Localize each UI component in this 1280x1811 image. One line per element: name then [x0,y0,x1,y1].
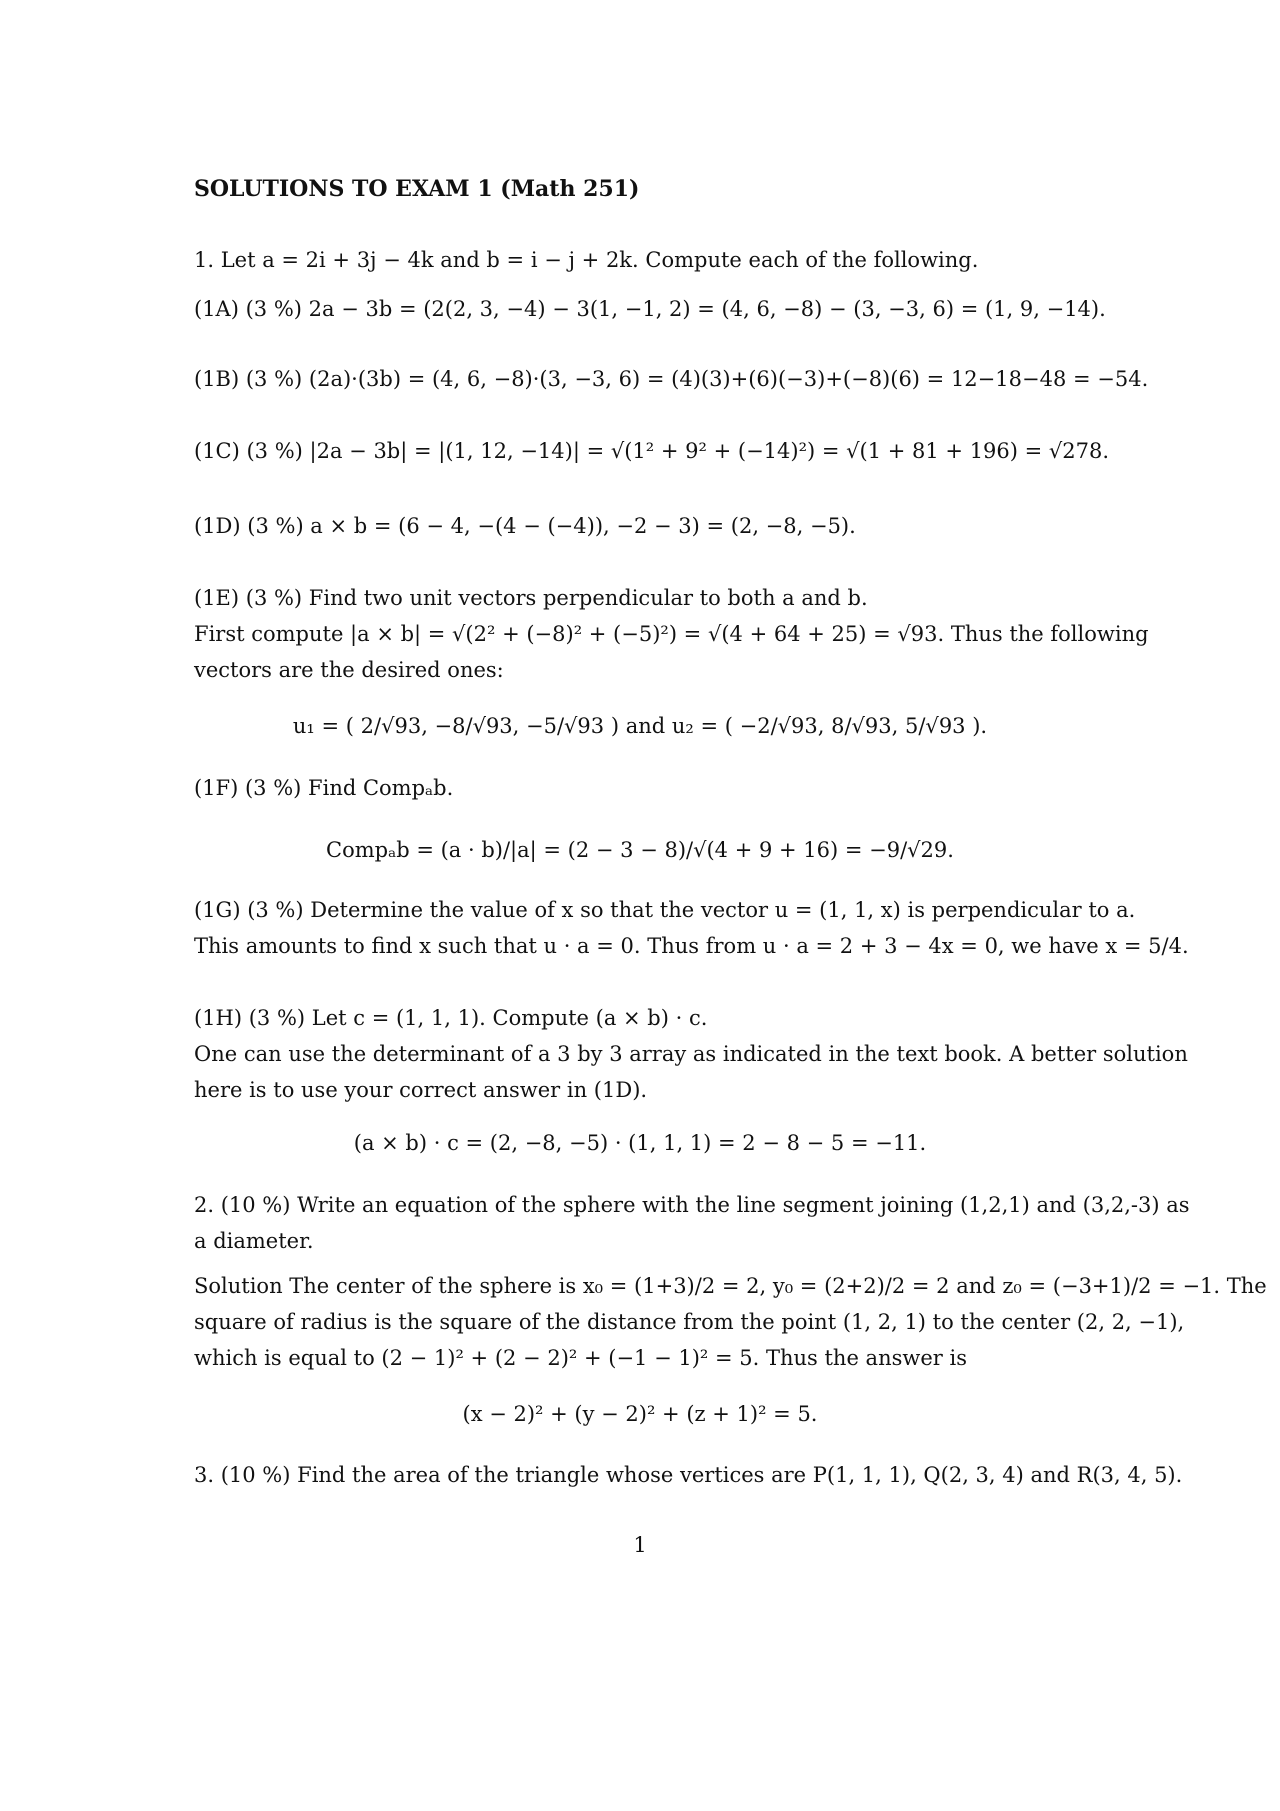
problem-1-statement: 1. Let a = 2i + 3j − 4k and b = i − j + 2k. Compute each of the following. [194,248,979,272]
solution-1e-line-1: First compute |a × b| = √(2² + (−8)² + (−5)²) = √(4 + 64 + 25) = √93. Thus the following [194,622,1149,646]
solution-2-line-2: square of radius is the square of the distance from the point (1, 2, 1) to the center (2, 2, −1), [194,1310,1185,1334]
problem-1g-statement: (1G) (3 %) Determine the value of x so that the vector u = (1, 1, x) is perpendicular to a. [194,898,1136,922]
solution-1h-line-1: One can use the determinant of a 3 by 3 array as indicated in the text book. A better solution [194,1042,1188,1066]
solution-1e-line-2: vectors are the desired ones: [194,658,504,682]
page-number: 1 [633,1533,647,1557]
problem-1h-statement: (1H) (3 %) Let c = (1, 1, 1). Compute (a × b) · c. [194,1006,708,1030]
problem-1e-statement: (1E) (3 %) Find two unit vectors perpendicular to both a and b. [194,586,868,610]
problem-2-line-2: a diameter. [194,1229,314,1253]
solution-1f-formula: Compₐb = (a · b)/|a| = (2 − 3 − 8)/√(4 + 9 + 16) = −9/√29. [326,838,954,862]
problem-3-statement: 3. (10 %) Find the area of the triangle whose vertices are P(1, 1, 1), Q(2, 3, 4) and R(3, 4, 5). [194,1463,1183,1487]
solution-2-line-1: Solution The center of the sphere is x₀ = (1+3)/2 = 2, y₀ = (2+2)/2 = 2 and z₀ = (−3+1)/2 = −1. The [194,1274,1267,1298]
solution-1e-unit-vectors: u₁ = ( 2/√93, −8/√93, −5/√93 ) and u₂ = ( −2/√93, 8/√93, 5/√93 ). [292,714,988,738]
solution-1b: (1B) (3 %) (2a)·(3b) = (4, 6, −8)·(3, −3, 6) = (4)(3)+(6)(−3)+(−8)(6) = 12−18−48 = −54. [194,367,1149,391]
solution-1h-result: (a × b) · c = (2, −8, −5) · (1, 1, 1) = 2 − 8 − 5 = −11. [353,1131,927,1155]
solution-1g: This amounts to find x such that u · a = 0. Thus from u · a = 2 + 3 − 4x = 0, we have x = 5/4. [194,934,1189,958]
solution-1h-line-2: here is to use your correct answer in (1D). [194,1078,648,1102]
problem-2-line-1: 2. (10 %) Write an equation of the sphere with the line segment joining (1,2,1) and (3,2,-3) as [194,1193,1190,1217]
problem-1f-statement: (1F) (3 %) Find Compₐb. [194,776,454,800]
page-title: SOLUTIONS TO EXAM 1 (Math 251) [194,176,640,202]
solution-1a: (1A) (3 %) 2a − 3b = (2(2, 3, −4) − 3(1, −1, 2) = (4, 6, −8) − (3, −3, 6) = (1, 9, −14). [194,297,1106,321]
solution-1c: (1C) (3 %) |2a − 3b| = |(1, 12, −14)| = √(1² + 9² + (−14)²) = √(1 + 81 + 196) = √278. [194,439,1110,463]
solution-2-answer: (x − 2)² + (y − 2)² + (z + 1)² = 5. [462,1402,818,1426]
solution-2-line-3: which is equal to (2 − 1)² + (2 − 2)² + (−1 − 1)² = 5. Thus the answer is [194,1346,967,1370]
solution-1d: (1D) (3 %) a × b = (6 − 4, −(4 − (−4)), −2 − 3) = (2, −8, −5). [194,514,856,538]
